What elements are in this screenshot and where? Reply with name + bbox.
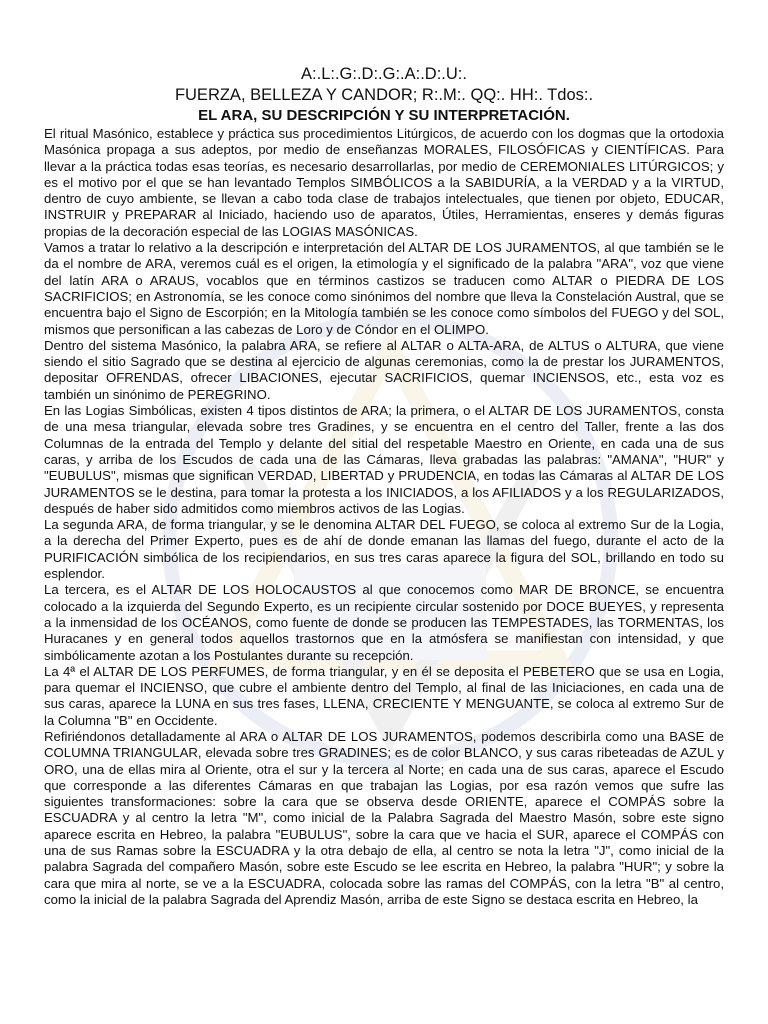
paragraph-8: Refiriéndonos detalladamente al ARA o ALTAR DE LOS JURAMENTOS, podemos describirla como una BASE de COLUMNA TRIANGULAR, elevada sobre tres GRADINES; es de color BLANCO, y sus caras ribeteadas de AZUL y ORO, una de ellas mira al Oriente, otra el sur y la tercera al Norte; en cada una de sus caras, aparece el Escudo que corresponde a las diferentes Cámaras en que trabajan las Logias, por esa razón vemos que sufre las siguientes transformaciones: sobre la cara que se observa desde ORIENTE, aparece el COMPÁS sobre la ESCUADRA y al centro la letra "M", como inicial de la Palabra Sagrada del Maestro Masón, sobre este signo aparece escrita en Hebreo, la palabra "EUBULUS", sobre la cara que ve hacia el SUR, aparece el COMPÁS con una de sus Ramas sobre la ESCUADRA y la otra debajo de ella, al centro se nota la letra "J", como inicial de la palabra Sagrada del compañero Masón, sobre este Escudo se lee escrita en Hebreo, la palabra "HUR"; y sobre la cara que mira al norte, se ve a la ESCUADRA, colocada sobre las ramas del COMPÁS, con la letra "B" al centro, como la inicial de la palabra Sagrada del Aprendiz Masón, arriba de este Signo se destaca escrita en Hebreo, la <box>44 728 724 907</box>
paragraph-2: Vamos a tratar lo relativo a la descripción e interpretación del ALTAR DE LOS JURAMENTOS, al que también se le da el nombre de ARA, veremos cuál es el origen, la etimología y el significado de la palabra "ARA", voz que viene del latín ARA o ARAUS, vocablos que en términos castizos se traducen como ALTAR o PIEDRA DE LOS SACRIFICIOS; en Astronomía, se les conoce como sinónimos del nombre que lleva la Constelación Austral, que se encuentra bajo el Signo de Escorpión; en la Mitología también se les conoce como símbolos del FUEGO y del SOL, mismos que personifican a las cabezas de Loro y de Cóndor en el OLIMPO. <box>44 240 724 337</box>
paragraph-1: El ritual Masónico, establece y práctica sus procedimientos Litúrgicos, de acuerdo con los dogmas que la ortodoxia Masónica propaga a sus adeptos, por medio de enseñanzas MORALES, FILOSÓFICAS y CIENTÍFICAS. Para llevar a la práctica todas esas teorías, es necesario desarrollarlas, por medio de CEREMONIALES LITÚRGICOS; y es el motivo por el que se han levantado Templos SIMBÓLICOS a la SABIDURÍA, a la VERDAD y a la VIRTUD, dentro de cuyo ambiente, se llevan a cabo toda clase de trabajos intelectuales, que tienen por objeto, EDUCAR, INSTRUIR y PREPARAR al Iniciado, haciendo uso de aparatos, Útiles, Herramientas, enseres y demás figuras propias de la decoración especial de las LOGIAS MASÓNICAS. <box>44 126 724 239</box>
paragraph-4: En las Logias Simbólicas, existen 4 tipos distintos de ARA; la primera, o el ALTAR DE LOS JURAMENTOS, consta de una mesa triangular, elevada sobre tres Gradines, y se encuentra en el centro del Taller, frente a las dos Columnas de la entrada del Templo y delante del sitial del respetable Maestro en Oriente, en cada una de sus caras, y arriba de los Escudos de cada una de las Cámaras, lleva grabadas las palabras: "AMANA", "HUR" y "EUBULUS", mismas que significan VERDAD, LIBERTAD y PRUDENCIA, en todas las Cámaras al ALTAR DE LOS JURAMENTOS se le destina, para tomar la protesta a los INICIADOS, a los AFILIADOS y a los REGULARIZADOS, después de haber sido admitidos como miembros activos de las Logias. <box>44 403 724 516</box>
lodge-acronym-heading: A:.L:.G:.D:.G:.A:.D:.U:. <box>301 65 467 83</box>
salutation-heading: FUERZA, BELLEZA Y CANDOR; R:.M:. QQ:. HH:. Tdos:. <box>174 86 594 104</box>
paragraph-7: La 4ª el ALTAR DE LOS PERFUMES, de forma triangular, y en él se deposita el PEBETERO que se usa en Logia, para quemar el INCIENSO, que cubre el ambiente dentro del Templo, al final de las Iniciaciones, en cada una de sus caras, aparece la LUNA en sus tres fases, LLENA, CRECIENTE Y MENGUANTE, se coloca al extremo Sur de la Columna "B" en Occidente. <box>44 663 724 728</box>
document-title: EL ARA, SU DESCRIPCIÓN Y SU INTERPRETACIÓN. <box>198 107 570 124</box>
document-page <box>44 64 724 908</box>
paragraph-6: La tercera, es el ALTAR DE LOS HOLOCAUSTOS al que conocemos como MAR DE BRONCE, se encuentra colocado a la izquierda del Segundo Experto, es un recipiente circular sostenido por DOCE BUEYES, y representa a la inmensidad de los OCÉANOS, como fuente de donde se producen las TEMPESTADES, las TORMENTAS, los Huracanes y en general todos aquellos trastornos que en la atmósfera se manifiestan con intensidad, y que simbólicamente azotan a los Postulantes durante su recepción. <box>44 582 724 663</box>
paragraph-5: La segunda ARA, de forma triangular, y se le denomina ALTAR DEL FUEGO, se coloca al extremo Sur de la Logia, a la derecha del Primer Experto, pues es de ahí de donde emanan las llamas del fuego, durante el acto de la PURIFICACIÓN simbólica de los recipiendarios, en sus tres caras aparece la figura del SOL, brillando en todo su esplendor. <box>44 517 724 582</box>
paragraph-3: Dentro del sistema Masónico, la palabra ARA, se refiere al ALTAR o ALTA-ARA, de ALTUS o ALTURA, que viene siendo el sitio Sagrado que se destina al ejercicio de algunas ceremonias, como la de prestar los JURAMENTOS, depositar OFRENDAS, ofrecer LIBACIONES, ejecutar SACRIFICIOS, quemar INCIENSOS, etc., esta voz es también un sinónimo de PEREGRINO. <box>44 337 724 402</box>
